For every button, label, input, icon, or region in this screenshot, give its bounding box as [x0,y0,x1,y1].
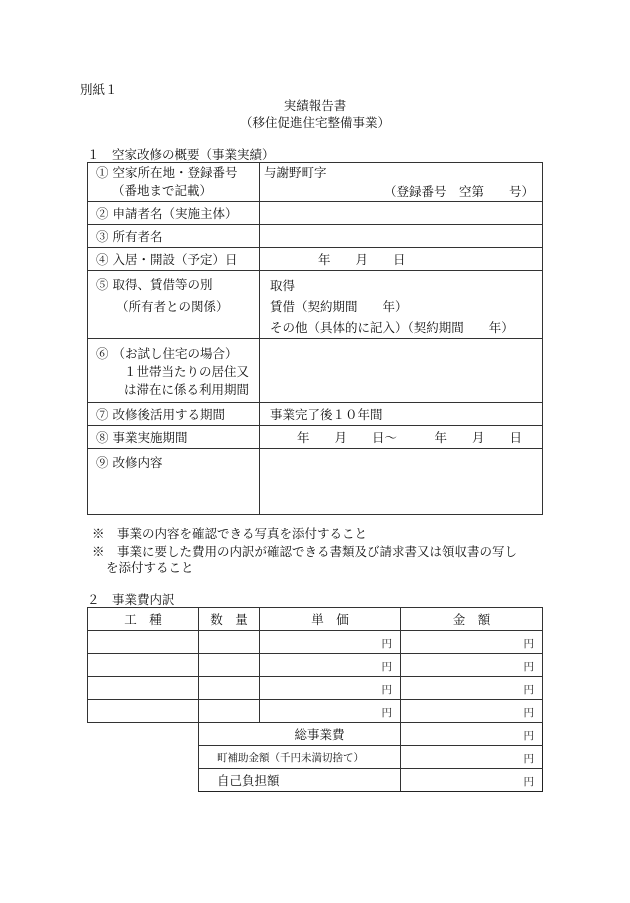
cost-summary-table [198,723,543,792]
note-receipt-cont: を添付すること [106,560,194,575]
yen-unit: 円 [523,707,534,719]
row-label-text: は滞在に係る利用期間 [124,382,250,397]
work-type-cell[interactable] [88,654,199,677]
owner-field[interactable] [260,225,543,248]
table-row [199,723,543,746]
applicant-field[interactable] [260,202,543,225]
row-label: ④ 入居・開設（予定）日 [88,248,260,271]
yen-unit: 円 [523,730,534,742]
note-photo: ※ 事業の内容を確認できる写真を添付すること [92,526,368,541]
table-row [88,271,543,339]
row-label: ③ 所有者名 [88,225,260,248]
row-label [88,339,260,403]
quantity-cell[interactable] [199,654,260,677]
table-row [88,631,543,654]
table-row [88,248,543,271]
amount-cell[interactable] [401,700,543,723]
work-type-cell[interactable] [88,700,199,723]
document-subtitle: （移住促進住宅整備事業） [239,115,390,130]
move-in-date-field[interactable]: 年 月 日 [260,248,543,271]
col-header-quantity: 数 量 [199,608,260,631]
col-header-unit-price: 単 価 [260,608,401,631]
col-header-amount: 金 額 [401,608,543,631]
table-row [199,746,543,769]
unit-price-cell[interactable] [260,677,401,700]
row-label [88,271,260,339]
project-period-field[interactable]: 年 月 日～ 年 月 日 [260,426,543,449]
amount-cell[interactable] [401,631,543,654]
amount-cell[interactable] [401,677,543,700]
table-row [88,700,543,723]
row-label: ⑧ 事業実施期間 [88,426,260,449]
table-row [88,202,543,225]
option-lease: 賃借（契約期間 年） [270,299,408,314]
cost-breakdown-table [87,607,543,723]
yen-unit: 円 [381,684,392,696]
subsidy-label-cell [199,746,401,769]
table-row [88,225,543,248]
trial-period-field[interactable] [260,339,543,403]
registration-number: （登録番号 空第 号） [383,184,534,199]
yen-unit: 円 [523,684,534,696]
row-label-text: ① 空家所在地・登録番号 [96,165,238,180]
attachment-label: 別紙１ [80,82,118,97]
row-label-text: （所有者との関係） [116,299,229,314]
yen-unit: 円 [381,707,392,719]
row-label-text: ⑤ 取得、賃借等の別 [96,277,213,292]
acquisition-type-field[interactable] [260,271,543,339]
yen-unit: 円 [523,753,534,765]
self-burden-cell[interactable] [401,769,543,792]
address-prefix: 与謝野町字 [264,165,327,180]
row-label-text: （番地まで記載） [112,183,213,198]
amount-cell[interactable] [401,654,543,677]
unit-price-cell[interactable] [260,654,401,677]
yen-unit: 円 [523,776,534,788]
option-other: その他（具体的に記入）（契約期間 年） [270,320,514,335]
table-row [88,449,543,515]
row-label: ⑦ 改修後活用する期間 [88,403,260,426]
yen-unit: 円 [523,638,534,650]
total-cost-label: 総事業費 [199,723,401,746]
section1-heading: １ 空家改修の概要（事業実績） [87,147,275,162]
table-row [88,677,543,700]
self-burden-label: 自己負担額 [199,769,401,792]
total-cost-cell[interactable] [401,723,543,746]
table-row [88,426,543,449]
yen-unit: 円 [381,661,392,673]
subsidy-cell[interactable] [401,746,543,769]
address-field[interactable] [260,163,543,202]
yen-unit: 円 [381,638,392,650]
table-row [199,769,543,792]
row-label: ② 申請者名（実施主体） [88,202,260,225]
subsidy-label: 町補助金額（千円未満切捨て） [217,751,364,764]
project-summary-table [87,162,543,515]
table-row [88,339,543,403]
table-row [88,654,543,677]
unit-price-cell[interactable] [260,700,401,723]
row-label-text: ⑥ （お試し住宅の場合） [96,346,238,361]
section2-heading: ２ 事業費内訳 [87,592,175,607]
renovation-details-field[interactable] [260,449,543,515]
col-header-work-type: 工 種 [88,608,199,631]
table-header-row [88,608,543,631]
work-type-cell[interactable] [88,631,199,654]
usage-period-field[interactable]: 事業完了後１０年間 [260,403,543,426]
row-label-text: １世帯当たりの居住又 [124,364,250,379]
table-row [88,163,543,202]
row-label [88,163,260,202]
unit-price-cell[interactable] [260,631,401,654]
quantity-cell[interactable] [199,700,260,723]
work-type-cell[interactable] [88,677,199,700]
option-acquire: 取得 [270,278,296,293]
document-title: 実績報告書 [283,98,347,113]
row-label: ⑨ 改修内容 [88,449,260,515]
table-row [88,403,543,426]
quantity-cell[interactable] [199,677,260,700]
note-receipt: ※ 事業に要した費用の内訳が確認できる書類及び請求書又は領収書の写し [92,544,518,559]
yen-unit: 円 [523,661,534,673]
quantity-cell[interactable] [199,631,260,654]
